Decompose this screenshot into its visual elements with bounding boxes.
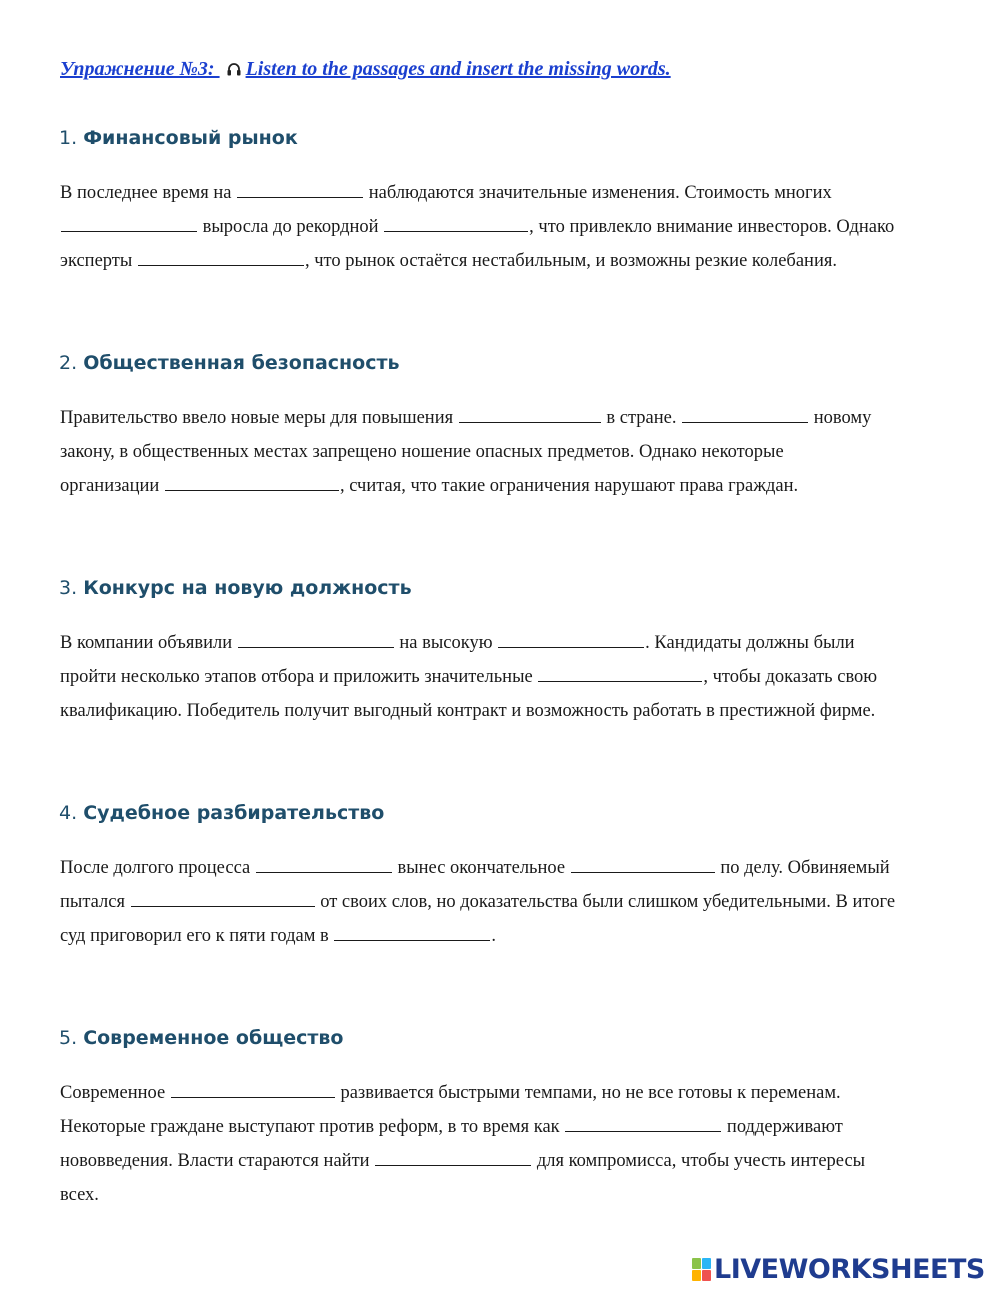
- passage-line: [60, 176, 894, 210]
- answer-blank[interactable]: [256, 854, 392, 873]
- text: пройти несколько этапов отбора и приложить значительные: [60, 667, 538, 687]
- answer-blank[interactable]: [571, 854, 715, 873]
- text: выросла до рекордной: [198, 217, 384, 237]
- logo-block: [692, 1270, 701, 1281]
- answer-blank[interactable]: [138, 247, 304, 266]
- exercise-instruction[interactable]: Listen to the passages and insert the missing words.: [245, 58, 671, 80]
- text: В компании объявили: [60, 633, 237, 653]
- section-heading-4: [59, 802, 384, 824]
- text: Правительство ввело новые меры для повышения: [60, 408, 458, 428]
- answer-blank[interactable]: [237, 179, 363, 198]
- text: закону, в общественных местах запрещено ношение опасных предметов. Однако некоторые: [60, 442, 784, 462]
- passage-line: [60, 435, 871, 469]
- passage-line: [60, 244, 894, 278]
- answer-blank[interactable]: [538, 663, 702, 682]
- answer-blank[interactable]: [61, 213, 197, 232]
- liveworksheets-logo: [692, 1252, 985, 1286]
- text: суд приговорил его к пяти годам в: [60, 926, 334, 946]
- answer-blank[interactable]: [459, 404, 601, 423]
- logo-block: [702, 1258, 711, 1269]
- answer-blank[interactable]: [334, 922, 490, 941]
- section-heading-5: [59, 1027, 343, 1049]
- section-title: Современное общество: [83, 1027, 344, 1049]
- text: После долгого процесса: [60, 858, 255, 878]
- answer-blank[interactable]: [171, 1079, 335, 1098]
- answer-blank[interactable]: [384, 213, 528, 232]
- section-title: Финансовый рынок: [83, 127, 298, 149]
- answer-blank[interactable]: [165, 472, 339, 491]
- logo-text: LIVEWORKSHEETS: [714, 1253, 985, 1285]
- text: .: [491, 926, 497, 946]
- text: вынес окончательное: [392, 858, 570, 878]
- passage-line: [60, 401, 871, 435]
- text: , чтобы доказать свою: [703, 667, 878, 687]
- text: пытался: [60, 892, 130, 912]
- text: всех.: [60, 1185, 99, 1205]
- passage-3: [60, 626, 877, 728]
- section-heading-2: [59, 352, 400, 374]
- passage-line: [60, 1110, 865, 1144]
- passage-2: [60, 401, 871, 503]
- answer-blank[interactable]: [131, 888, 315, 907]
- answer-blank[interactable]: [682, 404, 808, 423]
- passage-line: [60, 1178, 865, 1212]
- text: , что рынок остаётся нестабильным, и возможны резкие колебания.: [304, 251, 837, 271]
- text: от своих слов, но доказательства были слишком убедительными. В итоге: [315, 892, 896, 912]
- passage-line: [60, 919, 895, 953]
- text: Некоторые граждане выступают против реформ, в то время как: [60, 1117, 565, 1137]
- text: . Кандидаты должны были: [645, 633, 855, 653]
- text: организации: [60, 476, 164, 496]
- text: по делу. Обвиняемый: [715, 858, 890, 878]
- section-number: 1.: [59, 127, 78, 149]
- passage-line: [60, 851, 895, 885]
- section-number: 2.: [59, 352, 78, 374]
- answer-blank[interactable]: [498, 629, 644, 648]
- answer-blank[interactable]: [238, 629, 394, 648]
- headphones-icon: [226, 61, 242, 77]
- section-number: 5.: [59, 1027, 78, 1049]
- passage-line: [60, 660, 877, 694]
- section-title: Конкурс на новую должность: [83, 577, 412, 599]
- passage-line: [60, 1076, 865, 1110]
- text: Современное: [60, 1083, 170, 1103]
- passage-line: [60, 210, 894, 244]
- text: квалификацию. Победитель получит выгодный контракт и возможность работать в престижной фирме.: [60, 701, 876, 721]
- passage-line: [60, 694, 877, 728]
- text: эксперты: [60, 251, 137, 271]
- text: , что привлекло внимание инвесторов. Однако: [529, 217, 895, 237]
- section-heading-1: [59, 127, 298, 149]
- answer-blank[interactable]: [565, 1113, 721, 1132]
- section-number: 3.: [59, 577, 78, 599]
- text: В последнее время на: [60, 183, 237, 203]
- logo-block: [702, 1270, 711, 1281]
- section-title: Общественная безопасность: [83, 352, 400, 374]
- text: на высокую: [394, 633, 498, 653]
- text: для компромисса, чтобы учесть интересы: [532, 1151, 866, 1171]
- passage-5: [60, 1076, 865, 1212]
- passage-4: [60, 851, 895, 953]
- section-number: 4.: [59, 802, 78, 824]
- section-heading-3: [59, 577, 412, 599]
- section-title: Судебное разбирательство: [83, 802, 385, 824]
- passage-1: [60, 176, 894, 278]
- text: нововведения. Власти стараются найти: [60, 1151, 375, 1171]
- text: поддерживают: [722, 1117, 843, 1137]
- passage-line: [60, 885, 895, 919]
- text: , считая, что такие ограничения нарушают права граждан.: [339, 476, 799, 496]
- text: в стране.: [601, 408, 682, 428]
- text: наблюдаются значительные изменения. Стоимость многих: [364, 183, 832, 203]
- logo-blocks-icon: [692, 1258, 711, 1281]
- answer-blank[interactable]: [375, 1147, 531, 1166]
- exercise-title: [60, 58, 671, 81]
- text: новому: [809, 408, 872, 428]
- exercise-number: Упражнение №3:: [60, 58, 220, 80]
- passage-line: [60, 626, 877, 660]
- passage-line: [60, 469, 871, 503]
- logo-block: [692, 1258, 701, 1269]
- passage-line: [60, 1144, 865, 1178]
- text: развивается быстрыми темпами, но не все готовы к переменам.: [335, 1083, 841, 1103]
